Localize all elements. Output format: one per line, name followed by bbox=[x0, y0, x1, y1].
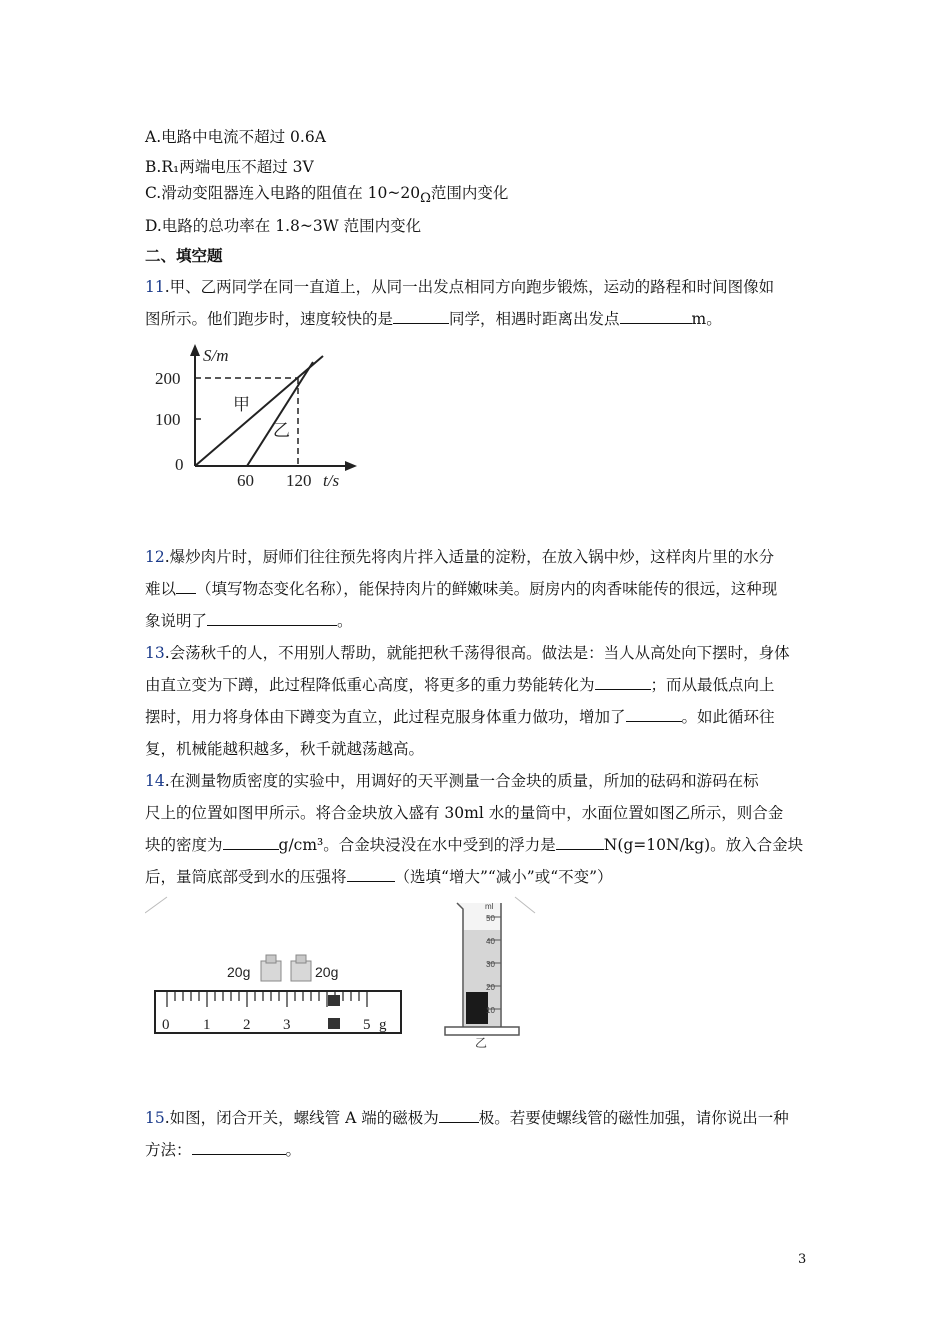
option-c-text: C.滑动变阻器连入电路的阻值在 10~20 bbox=[145, 184, 421, 202]
series-label-yi: 乙 bbox=[273, 421, 290, 440]
q11-line2 bbox=[145, 309, 722, 329]
option-c bbox=[145, 183, 508, 205]
scale-number: 1 bbox=[203, 1017, 211, 1033]
q12-line2 bbox=[145, 579, 777, 599]
q15-text-c: 方法： bbox=[145, 1141, 192, 1159]
x-axis-label: t/s bbox=[323, 471, 340, 490]
q12-text: .爆炒肉片时，厨师们往往预先将肉片拌入适量的淀粉，在放入锅中炒，这样肉片里的水分 bbox=[164, 548, 775, 566]
weight-20g bbox=[261, 961, 281, 981]
x-tick-label: 120 bbox=[286, 471, 312, 490]
rider-top bbox=[328, 995, 340, 1006]
question-number: 11 bbox=[145, 278, 165, 296]
q14-text-c: N(g=10N/kg)。放入合金块 bbox=[603, 836, 804, 854]
q15-text-b: 极。若要使螺线管的磁性加强，请你说出一种 bbox=[478, 1109, 789, 1127]
question-number: 15 bbox=[145, 1109, 165, 1127]
q13-text-c: 摆时，用力将身体由下蹲变为直立，此过程克服身体重力做功，增加了 bbox=[145, 708, 626, 726]
question-number: 13 bbox=[145, 644, 165, 662]
q13-line3 bbox=[145, 707, 775, 727]
omega-symbol: Ω bbox=[420, 191, 431, 206]
distance-time-graph bbox=[145, 336, 375, 496]
q14-text-b: g/cm³。合金块浸没在水中受到的浮力是 bbox=[278, 836, 556, 854]
q14-line1 bbox=[145, 771, 759, 791]
series-label-jia: 甲 bbox=[233, 395, 250, 414]
answer-blank[interactable] bbox=[626, 707, 682, 722]
option-b: B.R₁两端电压不超过 3V bbox=[145, 158, 314, 176]
q11-text-b: 同学，相遇时距离出发点 bbox=[449, 310, 620, 328]
question-number: 14 bbox=[145, 772, 165, 790]
q13-text-a: 由直立变为下蹲，此过程降低重心高度，将更多的重力势能转化为 bbox=[145, 676, 595, 694]
answer-blank[interactable] bbox=[556, 835, 604, 850]
q12-text-c: 象说明了 bbox=[145, 612, 208, 630]
q12-text-b: （填写物态变化名称），能保持肉片的鲜嫩味美。厨房内的肉香味能传的很远，这种现 bbox=[196, 580, 778, 598]
q11-text-c: m。 bbox=[691, 310, 722, 328]
q14-line4 bbox=[145, 867, 613, 887]
figure-corner bbox=[515, 897, 535, 913]
q12-text-d: 。 bbox=[337, 612, 353, 630]
q15-text-d: 。 bbox=[285, 1141, 302, 1159]
y-tick-label: 0 bbox=[175, 455, 184, 474]
y-axis-arrow bbox=[190, 344, 200, 356]
answer-blank[interactable] bbox=[207, 611, 337, 626]
scale-number: 5 bbox=[363, 1017, 371, 1033]
q12-line3 bbox=[145, 611, 353, 631]
q13-text-b: ；而从最低点向上 bbox=[650, 676, 775, 694]
q13-line2 bbox=[145, 675, 775, 695]
page-number: 3 bbox=[798, 1252, 807, 1267]
y-tick-label: 100 bbox=[155, 410, 181, 429]
q11-text-a: 图所示。他们跑步时，速度较快的是 bbox=[145, 310, 394, 328]
rider-bottom[interactable] bbox=[328, 1018, 340, 1029]
q13-line4: 复，机械能越积越多，秋千就越荡越高。 bbox=[145, 740, 425, 758]
measuring-cylinder bbox=[445, 902, 519, 1050]
q13-text: .会荡秋千的人，不用别人帮助，就能把秋千荡得很高。做法是：当人从高处向下摆时，身体 bbox=[164, 644, 790, 662]
answer-blank[interactable] bbox=[347, 867, 395, 882]
weight-label: 20g bbox=[315, 964, 339, 980]
weight-label: 20g bbox=[227, 964, 251, 980]
q15-text-a: .如图，闭合开关，螺线管 A 端的磁极为 bbox=[164, 1109, 439, 1127]
q15-line1 bbox=[145, 1108, 789, 1128]
cylinder-base bbox=[445, 1027, 519, 1035]
scale-number: 2 bbox=[243, 1017, 251, 1033]
q15-line2 bbox=[145, 1140, 301, 1160]
weights bbox=[227, 955, 338, 981]
q12-line1 bbox=[145, 547, 774, 567]
x-tick-label: 60 bbox=[237, 471, 254, 490]
answer-blank[interactable] bbox=[393, 309, 449, 324]
cylinder-mark: 10 bbox=[486, 1006, 495, 1015]
y-tick-label: 200 bbox=[155, 369, 181, 388]
alloy-block bbox=[466, 992, 488, 1024]
weight-20g bbox=[291, 961, 311, 981]
q14-line2: 尺上的位置如图甲所示。将合金块放入盛有 30ml 水的量筒中，水面位置如图乙所示，则合金 bbox=[145, 804, 784, 822]
q14-text: .在测量物质密度的实验中，用调好的天平测量一合金块的质量，所加的砝码和游码在标 bbox=[164, 772, 759, 790]
series-line-jia bbox=[195, 356, 323, 466]
cylinder-mark: 40 bbox=[486, 937, 495, 946]
cylinder-unit: ml bbox=[485, 902, 494, 911]
q14-text-a: 块的密度为 bbox=[145, 836, 223, 854]
figure-corner bbox=[145, 897, 167, 913]
cylinder-mark: 30 bbox=[486, 960, 495, 969]
q14-line3 bbox=[145, 835, 803, 855]
cylinder-mark: 20 bbox=[486, 983, 495, 992]
cylinder-caption: 乙 bbox=[475, 1036, 488, 1050]
section-title: 二、填空题 bbox=[145, 246, 223, 265]
x-axis-arrow bbox=[345, 461, 357, 471]
scale-number: 3 bbox=[283, 1017, 291, 1033]
answer-blank[interactable] bbox=[595, 675, 651, 690]
q12-text-a: 难以 bbox=[145, 580, 177, 598]
scale-unit: g bbox=[379, 1017, 387, 1033]
answer-blank[interactable] bbox=[223, 835, 279, 850]
option-d: D.电路的总功率在 1.8~3W 范围内变化 bbox=[145, 217, 422, 235]
y-axis-label: S/m bbox=[203, 346, 229, 365]
question-number: 12 bbox=[145, 548, 165, 566]
balance-figure bbox=[145, 895, 545, 1050]
answer-blank[interactable] bbox=[439, 1108, 479, 1123]
answer-blank[interactable] bbox=[176, 579, 196, 594]
option-c-text-end: 范围内变化 bbox=[430, 184, 509, 202]
scale-number: 0 bbox=[162, 1017, 170, 1033]
option-a: A.电路中电流不超过 0.6A bbox=[145, 128, 326, 146]
q13-line1 bbox=[145, 643, 790, 663]
answer-blank[interactable] bbox=[192, 1140, 286, 1155]
q13-text-d: 。如此循环往 bbox=[681, 708, 775, 726]
q11-line1 bbox=[145, 277, 774, 297]
q14-text-d: 后，量筒底部受到水的压强将 bbox=[145, 868, 347, 886]
q14-text-e: （选填“增大”“减小”或“不变”） bbox=[394, 868, 613, 886]
answer-blank[interactable] bbox=[620, 309, 692, 324]
cylinder-mark: 50 bbox=[486, 914, 495, 923]
q11-text: .甲、乙两同学在同一直道上，从同一出发点相同方向跑步锻炼，运动的路程和时间图像如 bbox=[164, 278, 775, 296]
